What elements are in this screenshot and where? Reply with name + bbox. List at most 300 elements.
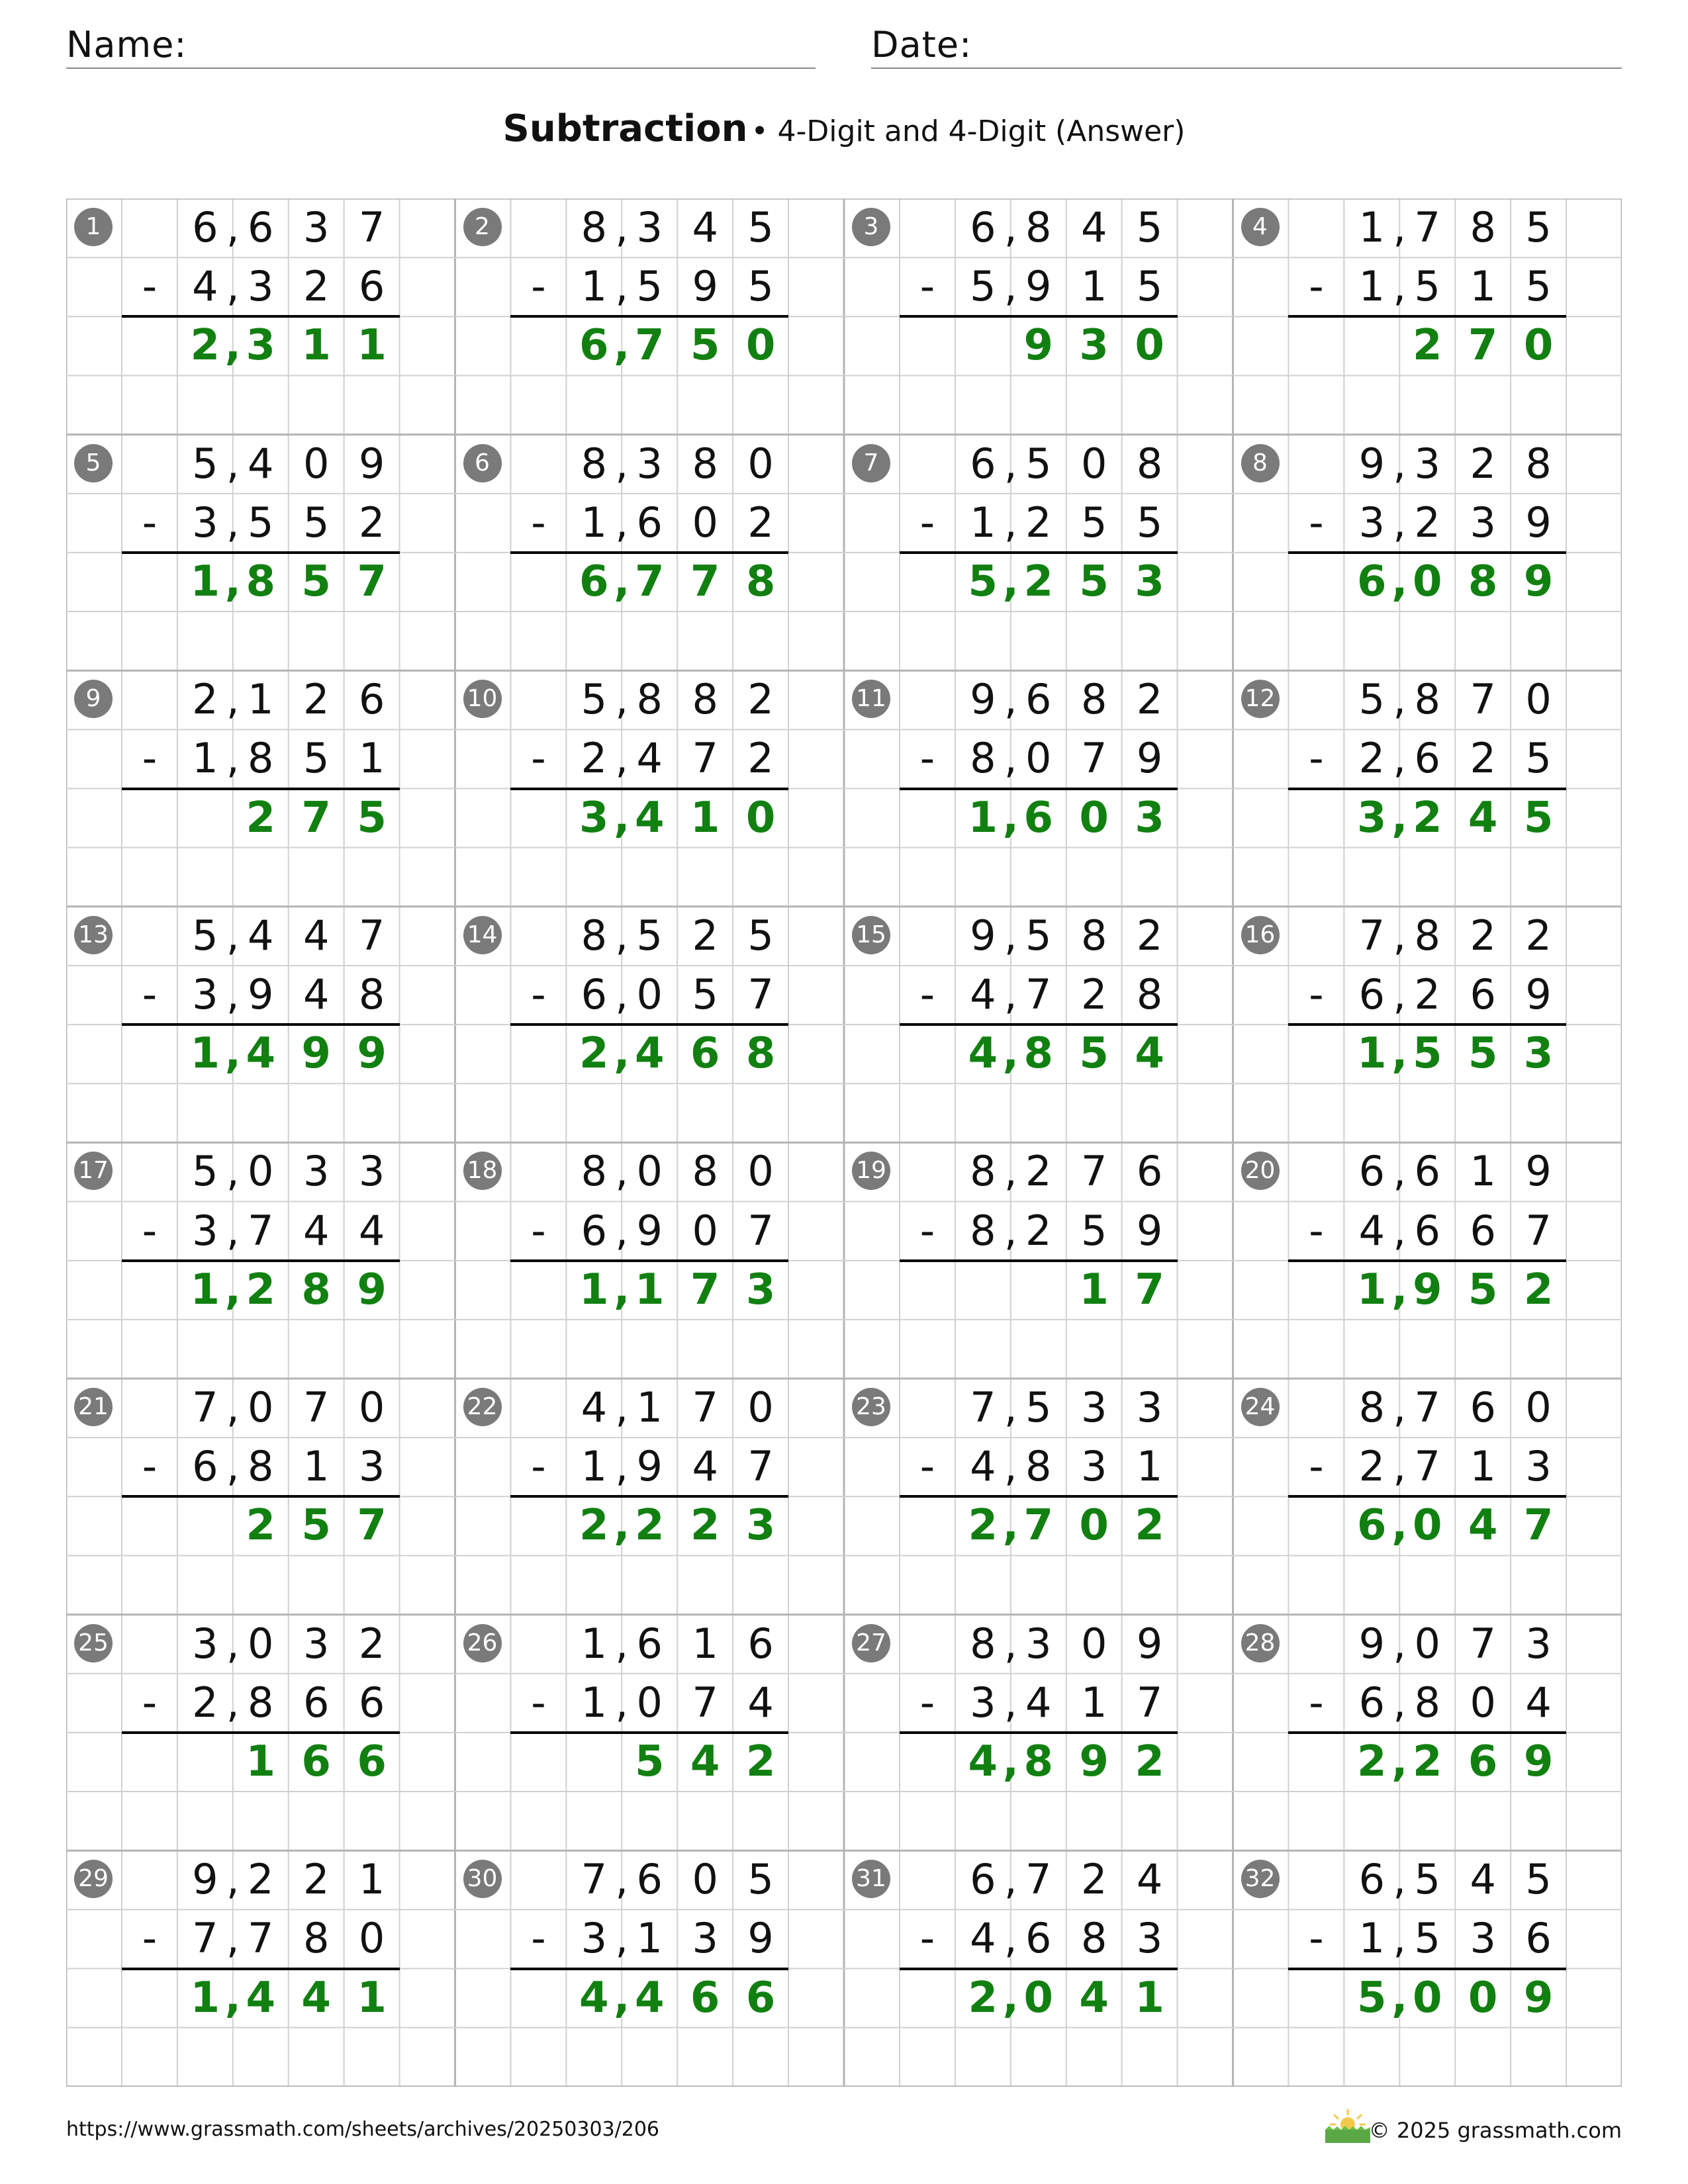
answer-digit: 5	[1468, 1265, 1498, 1314]
minuend-comma: ,	[226, 1383, 240, 1432]
answer-digit: 2	[1412, 793, 1442, 842]
minuend-digit: 5	[1025, 439, 1052, 488]
minuend-digit: 9	[358, 439, 385, 488]
minuend-digit: 4	[248, 911, 274, 960]
sun-over-grass-icon	[1323, 2105, 1373, 2144]
answer-digit: 5	[1079, 557, 1109, 606]
subtrahend-digit: 7	[248, 1914, 274, 1963]
answer-digit: 3	[745, 1265, 776, 1314]
minuend-digit: 0	[248, 1147, 274, 1196]
subtrahend-digit: 0	[358, 1914, 385, 1963]
minus-sign: -	[531, 970, 546, 1019]
problem-number-badge: 17	[74, 1152, 113, 1190]
minuend-digit: 3	[303, 1619, 330, 1668]
answer-digit: 5	[634, 1737, 665, 1786]
subtrahend-digit: 5	[248, 498, 274, 547]
subtrahend-digit: 6	[358, 262, 385, 311]
answer-digit: 9	[1523, 1737, 1554, 1786]
subtrahend-digit: 2	[581, 734, 608, 783]
minuend-digit: 6	[192, 203, 218, 251]
minuend-digit: 8	[581, 911, 608, 960]
minuend-digit: 4	[1470, 1855, 1496, 1904]
answer-digit: 3	[745, 1501, 776, 1551]
subtrahend-digit: 7	[747, 970, 774, 1019]
minuend-digit: 0	[303, 439, 330, 488]
answer-comma: ,	[224, 1973, 241, 2023]
answer-digit: 2	[579, 1029, 609, 1079]
minuend-digit: 5	[192, 439, 218, 488]
answer-digit: 2	[246, 1265, 275, 1314]
subtrahend-digit: 7	[1025, 970, 1052, 1019]
answer-digit: 1	[579, 1265, 609, 1314]
minuend-digit: 5	[581, 675, 608, 724]
answer-digit: 4	[246, 1973, 275, 2023]
minus-sign: -	[919, 1914, 935, 1963]
minuend-comma: ,	[1393, 1855, 1407, 1904]
answer-digit: 2	[745, 1737, 776, 1786]
minus-sign: -	[919, 262, 935, 311]
minuend-digit: 4	[692, 203, 718, 251]
minuend-comma: ,	[226, 911, 240, 960]
minuend-digit: 9	[970, 911, 996, 960]
answer-digit: 1	[1079, 1265, 1109, 1314]
subtrahend-digit: 5	[636, 262, 663, 311]
minuend-digit: 6	[1358, 1855, 1385, 1904]
subtrahend-digit: 4	[303, 970, 330, 1019]
subtrahend-comma: ,	[1393, 1442, 1407, 1491]
minuend-digit: 8	[1414, 911, 1440, 960]
problem-grid	[66, 199, 1622, 2087]
minuend-digit: 5	[192, 911, 218, 960]
minuend-digit: 7	[1414, 1383, 1440, 1432]
answer-digit: 4	[690, 1737, 720, 1786]
subtrahend-digit: 7	[692, 734, 718, 783]
subtrahend-digit: 2	[1414, 970, 1440, 1019]
subtrahend-digit: 7	[692, 1678, 718, 1727]
subtrahend-digit: 5	[1080, 498, 1107, 547]
answer-digit: 2	[968, 1973, 998, 2023]
minuend-digit: 0	[1414, 1619, 1440, 1668]
answer-comma: ,	[614, 1501, 630, 1551]
minuend-digit: 6	[970, 203, 996, 251]
answer-digit: 6	[1468, 1737, 1498, 1786]
minuend-digit: 1	[1358, 203, 1385, 251]
subtrahend-digit: 4	[192, 262, 218, 311]
footer-url[interactable]: https://www.grassmath.com/sheets/archives/20250303/206	[66, 2118, 660, 2141]
answer-digit: 9	[357, 1029, 387, 1079]
answer-digit: 1	[634, 1265, 665, 1314]
minuend-digit: 8	[1414, 675, 1440, 724]
problem-number-badge: 2	[463, 208, 502, 246]
answer-digit: 0	[745, 793, 776, 842]
subtrahend-comma: ,	[1004, 262, 1017, 311]
minus-sign: -	[142, 1442, 158, 1491]
answer-comma: ,	[614, 1029, 630, 1079]
problem-number-badge: 13	[74, 916, 113, 954]
answer-digit: 2	[579, 1501, 609, 1551]
subtrahend-comma: ,	[615, 498, 629, 547]
subtrahend-digit: 1	[1136, 1442, 1163, 1491]
subtrahend-digit: 1	[1358, 1914, 1385, 1963]
subtrahend-digit: 5	[1414, 262, 1440, 311]
subtrahend-comma: ,	[615, 1678, 629, 1727]
name-line[interactable]	[66, 68, 816, 69]
subtrahend-digit: 6	[358, 1678, 385, 1727]
subtrahend-digit: 0	[1470, 1678, 1496, 1727]
subtrahend-digit: 1	[1358, 262, 1385, 311]
subtrahend-digit: 3	[1470, 1914, 1496, 1963]
subtrahend-digit: 2	[358, 498, 385, 547]
answer-comma: ,	[1391, 1501, 1408, 1551]
problem-number-badge: 6	[463, 444, 502, 482]
subtrahend-digit: 6	[1358, 1678, 1385, 1727]
subtrahend-digit: 1	[1080, 1678, 1107, 1727]
answer-digit: 6	[301, 1737, 331, 1786]
minuend-comma: ,	[615, 1855, 629, 1904]
subtrahend-digit: 0	[636, 970, 663, 1019]
subtrahend-comma: ,	[226, 1206, 240, 1255]
answer-digit: 7	[357, 1501, 387, 1551]
minuend-digit: 9	[1358, 1619, 1385, 1668]
subtrahend-comma: ,	[615, 1442, 629, 1491]
subtrahend-digit: 5	[1080, 1206, 1107, 1255]
minuend-digit: 3	[1525, 1619, 1552, 1668]
subtrahend-digit: 4	[970, 1442, 996, 1491]
problem-number-badge: 30	[463, 1860, 502, 1898]
subtrahend-digit: 9	[1136, 734, 1163, 783]
minuend-digit: 9	[970, 675, 996, 724]
answer-comma: ,	[614, 1265, 630, 1314]
problem-number-badge: 12	[1241, 680, 1280, 718]
answer-digit: 8	[745, 557, 776, 606]
subtrahend-comma: ,	[1393, 498, 1407, 547]
answer-digit: 7	[690, 557, 720, 606]
answer-digit: 7	[634, 557, 665, 606]
minuend-digit: 6	[358, 675, 385, 724]
minuend-digit: 3	[303, 203, 330, 251]
minuend-digit: 6	[636, 1619, 663, 1668]
subtrahend-comma: ,	[1004, 970, 1017, 1019]
minuend-comma: ,	[1393, 1147, 1407, 1196]
problem-number-badge: 21	[74, 1388, 113, 1426]
minuend-digit: 1	[636, 1383, 663, 1432]
subtrahend-digit: 9	[1136, 1206, 1163, 1255]
answer-digit: 8	[1468, 557, 1498, 606]
minus-sign: -	[1309, 1678, 1324, 1727]
minus-sign: -	[142, 1678, 158, 1727]
subtrahend-digit: 2	[1358, 1442, 1385, 1491]
subtrahend-digit: 2	[192, 1678, 218, 1727]
subtrahend-digit: 1	[636, 1914, 663, 1963]
minuend-digit: 7	[1080, 1147, 1107, 1196]
subtrahend-comma: ,	[1393, 970, 1407, 1019]
answer-comma: ,	[1391, 1265, 1408, 1314]
answer-comma: ,	[1391, 1029, 1408, 1079]
subtrahend-digit: 2	[747, 734, 774, 783]
minuend-digit: 9	[1136, 1619, 1163, 1668]
minuend-digit: 4	[303, 911, 330, 960]
minuend-comma: ,	[226, 1855, 240, 1904]
minuend-comma: ,	[615, 439, 629, 488]
subtrahend-digit: 6	[1525, 1914, 1552, 1963]
minuend-digit: 3	[636, 203, 663, 251]
minuend-digit: 0	[248, 1619, 274, 1668]
date-line[interactable]	[871, 68, 1622, 69]
problem-number-badge: 31	[852, 1860, 890, 1898]
answer-digit: 2	[1523, 1265, 1554, 1314]
answer-digit: 5	[301, 557, 331, 606]
minuend-digit: 5	[1414, 1855, 1440, 1904]
minuend-comma: ,	[1004, 1855, 1017, 1904]
subtrahend-comma: ,	[226, 1678, 240, 1727]
answer-digit: 3	[1523, 1029, 1554, 1079]
answer-digit: 6	[1357, 1501, 1387, 1551]
minuend-comma: ,	[615, 1147, 629, 1196]
minuend-digit: 5	[192, 1147, 218, 1196]
subtrahend-digit: 7	[1080, 734, 1107, 783]
subtrahend-digit: 8	[1025, 1442, 1052, 1491]
answer-digit: 9	[301, 1029, 331, 1079]
minus-sign: -	[142, 970, 158, 1019]
minuend-digit: 0	[636, 1147, 663, 1196]
minuend-digit: 0	[248, 1383, 274, 1432]
subtrahend-digit: 7	[747, 1442, 774, 1491]
subtrahend-comma: ,	[615, 970, 629, 1019]
minuend-digit: 1	[581, 1619, 608, 1668]
problem-number-badge: 14	[463, 916, 502, 954]
minuend-digit: 6	[1470, 1383, 1496, 1432]
answer-digit: 6	[690, 1029, 720, 1079]
minuend-digit: 8	[581, 1147, 608, 1196]
subtrahend-digit: 5	[692, 970, 718, 1019]
subtrahend-digit: 3	[692, 1914, 718, 1963]
subtrahend-digit: 4	[747, 1678, 774, 1727]
answer-comma: ,	[1002, 1737, 1019, 1786]
subtrahend-digit: 6	[1358, 970, 1385, 1019]
subtrahend-digit: 4	[970, 1914, 996, 1963]
minus-sign: -	[919, 970, 935, 1019]
answer-digit: 7	[357, 557, 387, 606]
answer-comma: ,	[224, 557, 241, 606]
minuend-digit: 3	[1025, 1619, 1052, 1668]
problem-number-badge: 16	[1241, 916, 1280, 954]
minuend-digit: 3	[636, 439, 663, 488]
minuend-digit: 7	[970, 1383, 996, 1432]
problem-number-badge: 3	[852, 208, 890, 246]
answer-digit: 4	[968, 1029, 998, 1079]
answer-comma: ,	[224, 321, 241, 371]
problem-number-badge: 32	[1241, 1860, 1280, 1898]
answer-comma: ,	[1002, 557, 1019, 606]
minuend-digit: 8	[1025, 203, 1052, 251]
answer-digit: 9	[1523, 557, 1554, 606]
subtrahend-digit: 8	[358, 970, 385, 1019]
problem-number-badge: 27	[852, 1624, 890, 1662]
minuend-digit: 8	[970, 1147, 996, 1196]
answer-digit: 3	[1357, 793, 1387, 842]
subtrahend-digit: 3	[581, 1914, 608, 1963]
answer-digit: 9	[1079, 1737, 1109, 1786]
subtrahend-digit: 3	[1525, 1442, 1552, 1491]
answer-digit: 3	[579, 793, 609, 842]
subtrahend-digit: 6	[636, 498, 663, 547]
answer-digit: 0	[1468, 1973, 1498, 2023]
subtrahend-digit: 2	[303, 262, 330, 311]
minuend-digit: 5	[1525, 203, 1552, 251]
answer-digit: 7	[301, 793, 331, 842]
minus-sign: -	[142, 498, 158, 547]
subtrahend-digit: 1	[192, 734, 218, 783]
answer-digit: 5	[301, 1501, 331, 1551]
minus-sign: -	[1309, 262, 1324, 311]
answer-digit: 0	[1412, 557, 1442, 606]
subtrahend-comma: ,	[1393, 734, 1407, 783]
minuend-comma: ,	[1393, 439, 1407, 488]
minuend-digit: 2	[303, 675, 330, 724]
minuend-digit: 8	[1525, 439, 1552, 488]
answer-comma: ,	[614, 321, 630, 371]
answer-digit: 8	[246, 557, 275, 606]
minuend-comma: ,	[1004, 1619, 1017, 1668]
minuend-digit: 4	[581, 1383, 608, 1432]
minuend-digit: 7	[692, 1383, 718, 1432]
answer-digit: 6	[1023, 793, 1053, 842]
subtrahend-comma: ,	[1004, 1678, 1017, 1727]
minuend-digit: 5	[747, 1855, 774, 1904]
subtrahend-digit: 3	[192, 498, 218, 547]
answer-digit: 8	[1023, 1029, 1053, 1079]
subtrahend-digit: 4	[636, 734, 663, 783]
subtrahend-digit: 0	[692, 498, 718, 547]
subtrahend-digit: 8	[970, 734, 996, 783]
minuend-comma: ,	[1393, 1619, 1407, 1668]
minuend-comma: ,	[226, 1147, 240, 1196]
answer-digit: 6	[1357, 557, 1387, 606]
answer-digit: 5	[357, 793, 387, 842]
minus-sign: -	[1309, 1914, 1324, 1963]
minuend-comma: ,	[226, 675, 240, 724]
subtitle-text: • 4-Digit and 4-Digit (Answer)	[751, 114, 1186, 148]
subtrahend-comma: ,	[1393, 1914, 1407, 1963]
minus-sign: -	[142, 1206, 158, 1255]
minuend-digit: 1	[1470, 1147, 1496, 1196]
subtrahend-digit: 6	[192, 1442, 218, 1491]
minuend-digit: 8	[636, 675, 663, 724]
answer-digit: 3	[1079, 321, 1109, 371]
problem-number-badge: 24	[1241, 1388, 1280, 1426]
subtrahend-digit: 4	[358, 1206, 385, 1255]
minuend-digit: 2	[1080, 1855, 1107, 1904]
minus-sign: -	[1309, 734, 1324, 783]
minuend-comma: ,	[1393, 675, 1407, 724]
minus-sign: -	[1309, 970, 1324, 1019]
subtrahend-digit: 7	[747, 1206, 774, 1255]
subtrahend-comma: ,	[1393, 262, 1407, 311]
minus-sign: -	[531, 1914, 546, 1963]
answer-comma: ,	[1002, 1973, 1019, 2023]
answer-digit: 4	[1135, 1029, 1164, 1079]
subtrahend-digit: 1	[581, 1442, 608, 1491]
subtrahend-comma: ,	[615, 734, 629, 783]
answer-comma: ,	[224, 1029, 241, 1079]
minuend-digit: 5	[1358, 675, 1385, 724]
answer-digit: 5	[968, 557, 998, 606]
answer-comma: ,	[1391, 557, 1408, 606]
subtrahend-digit: 4	[1025, 1678, 1052, 1727]
minuend-digit: 2	[1025, 1147, 1052, 1196]
answer-digit: 0	[1523, 321, 1554, 371]
minuend-digit: 2	[248, 1855, 274, 1904]
answer-digit: 7	[690, 1265, 720, 1314]
minuend-digit: 4	[248, 439, 274, 488]
subtrahend-digit: 8	[1080, 1914, 1107, 1963]
answer-digit: 0	[1135, 321, 1164, 371]
minuend-comma: ,	[1004, 203, 1017, 251]
answer-digit: 4	[634, 1973, 665, 2023]
minus-sign: -	[919, 1206, 935, 1255]
subtrahend-digit: 9	[248, 970, 274, 1019]
subtrahend-digit: 2	[1414, 498, 1440, 547]
subtrahend-digit: 8	[1136, 970, 1163, 1019]
answer-digit: 1	[190, 1973, 220, 2023]
answer-digit: 6	[579, 557, 609, 606]
subtrahend-digit: 1	[303, 1442, 330, 1491]
minuend-digit: 7	[1470, 675, 1496, 724]
minus-sign: -	[919, 1678, 935, 1727]
subtrahend-digit: 6	[1470, 970, 1496, 1019]
answer-digit: 0	[745, 321, 776, 371]
subtrahend-comma: ,	[1393, 1678, 1407, 1727]
subtrahend-digit: 7	[1136, 1678, 1163, 1727]
minuend-comma: ,	[226, 1619, 240, 1668]
problem-number-badge: 11	[852, 680, 890, 718]
problem-number-badge: 19	[852, 1152, 890, 1190]
minus-sign: -	[142, 1914, 158, 1963]
minuend-digit: 8	[1470, 203, 1496, 251]
subtrahend-digit: 7	[1414, 1442, 1440, 1491]
minuend-digit: 3	[192, 1619, 218, 1668]
subtrahend-digit: 3	[248, 262, 274, 311]
subtrahend-digit: 1	[581, 498, 608, 547]
answer-comma: ,	[1391, 1737, 1408, 1786]
minuend-comma: ,	[226, 203, 240, 251]
minuend-digit: 2	[692, 911, 718, 960]
minuend-digit: 3	[358, 1147, 385, 1196]
minuend-digit: 0	[1080, 439, 1107, 488]
problem-number-badge: 29	[74, 1860, 113, 1898]
minuend-comma: ,	[226, 439, 240, 488]
answer-digit: 8	[1023, 1737, 1053, 1786]
minuend-digit: 8	[692, 1147, 718, 1196]
minuend-digit: 1	[692, 1619, 718, 1668]
minuend-comma: ,	[1004, 439, 1017, 488]
minuend-comma: ,	[615, 203, 629, 251]
subtrahend-digit: 1	[581, 1678, 608, 1727]
subtrahend-digit: 3	[970, 1678, 996, 1727]
minuend-digit: 6	[636, 1855, 663, 1904]
problem-number-badge: 9	[74, 680, 113, 718]
minus-sign: -	[531, 1678, 546, 1727]
answer-comma: ,	[1002, 1029, 1019, 1079]
answer-digit: 7	[1523, 1501, 1554, 1551]
answer-digit: 3	[1135, 793, 1164, 842]
minuend-digit: 0	[358, 1383, 385, 1432]
minuend-digit: 5	[1025, 911, 1052, 960]
problem-number-badge: 25	[74, 1624, 113, 1662]
minuend-digit: 8	[1080, 675, 1107, 724]
date-label: Date:	[871, 24, 972, 66]
subtrahend-digit: 5	[970, 262, 996, 311]
